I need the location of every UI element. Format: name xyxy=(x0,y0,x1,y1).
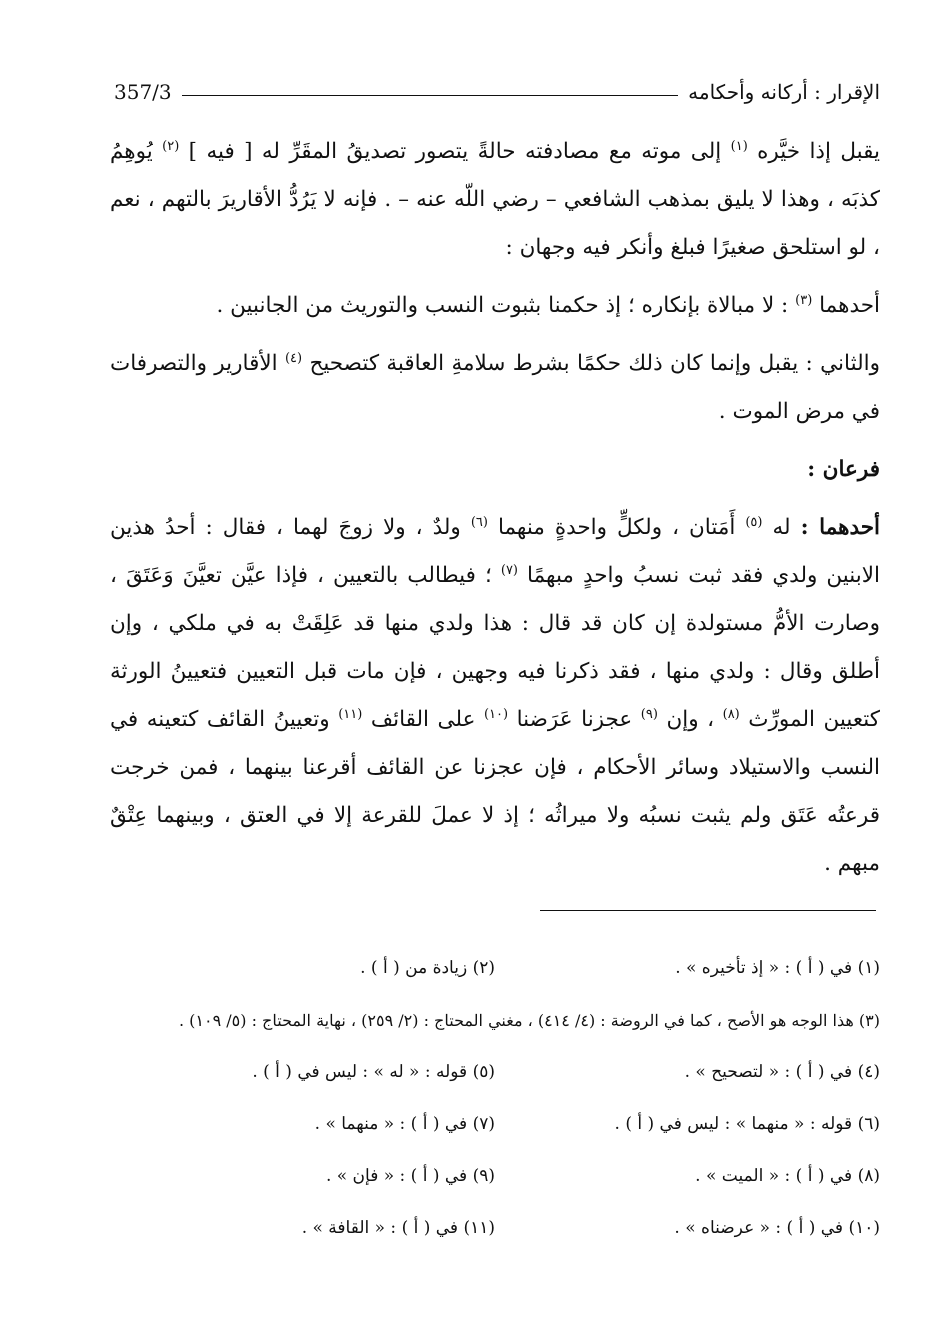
footnote-row xyxy=(110,1098,880,1150)
footnote-row xyxy=(110,1202,880,1254)
text-run: يقبل إذا خيَّره xyxy=(757,139,880,164)
page-number: 357/3 xyxy=(114,80,172,104)
footnote-3: (٣) هذا الوجه هو الأصح ، كما في الروضة : (٤/ ٤١٤) ، مغني المحتاج : (٢/ ٢٥٩) ، نهاية المحتاج : (٥/ ١٠٩) . xyxy=(178,1010,880,1030)
header-rule xyxy=(182,95,679,96)
text-run: عجزنا عَرَضنا xyxy=(516,707,633,732)
text-run: ؛ فيطالب بالتعيين ، فإذا عيَّن تعيَّنَ وَعَتَقَ ، وصارت الأمُّ مستولدة إن كان قد قال : هذا ولدي منها قد عَلِقَتْ به في ملكي ، وإن أطلق وقال : ولدي منها ، فقد ذكرنا فيه وجهين ، فإن مات قبل التعيين فتعيينُ الورثة كتعيين المورِّث xyxy=(110,563,880,732)
footnote-marker: (١١) xyxy=(338,706,363,722)
footnote-6: (٦) قوله : « منهما » : ليس في ( أ ) . xyxy=(614,1114,880,1134)
footnote-2: (٢) زيادة من ( أ ) . xyxy=(360,958,495,978)
footnote-marker: (٩) xyxy=(640,706,658,722)
page-header xyxy=(114,74,880,110)
text-run: ولدٌ ، ولا زوجَ لهما ، فقال : أحدُ هذين الابنين ولدي فقد ثبت نسبُ واحدٍ مبهمًا xyxy=(110,515,880,588)
footnote-row xyxy=(110,942,880,994)
footnote-7: (٧) في ( أ ) : « منهما » . xyxy=(314,1114,495,1134)
text-run: يُوهِمُ كذبَه ، وهذا لا يليق بمذهب الشافعي – رضي اللّه عنه – . فإنه لا يَرُدُّ الأقاريرَ بالتهم ، نعم ، لو استلحق صغيرًا فبلغ وأنكر فيه وجهان : xyxy=(110,139,880,260)
text-run: له xyxy=(772,515,791,540)
footnote-marker: (٢) xyxy=(162,138,180,154)
footnote-5: (٥) قوله : « له » : ليس في ( أ ) . xyxy=(252,1062,495,1082)
text-run: أَمَتان ، ولكلٍّ واحدةٍ منهما xyxy=(497,515,736,540)
footnote-1: (١) في ( أ ) : « إذ تأخيره » . xyxy=(675,958,880,978)
lead-word: أحدهما : xyxy=(800,515,881,540)
footnote-marker: (١) xyxy=(730,138,748,154)
text-run: والثاني : يقبل وإنما كان ذلك حكمًا بشرط سلامةِ العاقبة كتصحيح xyxy=(309,351,880,376)
text-run: ، وإن xyxy=(666,707,715,732)
footnote-row xyxy=(110,1046,880,1098)
text-run: : لا مبالاة بإنكاره ؛ إذ حكمنا بثبوت النسب والتوريث من الجانبين . xyxy=(216,293,789,318)
footnote-marker: (٧) xyxy=(500,562,518,578)
text-run: أحدهما xyxy=(819,293,880,318)
paragraph-3 xyxy=(110,340,880,436)
footnote-10: (١٠) في ( أ ) : « عرضناه » . xyxy=(674,1218,880,1238)
text-run: إلى موته مع مصادفته حالةً يتصور تصديقُ المقَرِّ له [ فيه ] xyxy=(188,139,722,164)
footnote-marker: (٨) xyxy=(722,706,740,722)
footnote-marker: (٤) xyxy=(284,350,303,366)
text-run: على القائف xyxy=(370,707,476,732)
text-run: وتعيينُ القائف كتعينه في النسب والاستيلاد وسائر الأحكام ، فإن عجزنا عن القائف أقرعنا بينهما ، فمن خرجت قرعتُه عَتَق ولم يثبت نسبُه ولا ميراثُه ؛ إذ لا عملَ للقرعة إلا في العتق ، وبينهما عِتْقٌ مبهم . xyxy=(110,707,880,876)
footnote-marker: (٣) xyxy=(795,292,813,308)
running-title: الإقرار : أركانه وأحكامه xyxy=(688,80,880,104)
footnote-11: (١١) في ( أ ) : « القافة » . xyxy=(301,1218,495,1238)
footnote-marker: (٦) xyxy=(470,514,488,530)
footnotes xyxy=(110,942,880,1254)
paragraph-4 xyxy=(110,504,880,888)
main-text xyxy=(110,128,880,888)
footnote-4: (٤) في ( أ ) : « لتصحيح » . xyxy=(684,1062,880,1082)
paragraph-1 xyxy=(110,128,880,272)
footnote-8: (٨) في ( أ ) : « الميت » . xyxy=(695,1166,880,1186)
footnote-marker: (٥) xyxy=(745,514,763,530)
section-heading: فرعان : xyxy=(807,457,880,482)
paragraph-2 xyxy=(110,282,880,330)
text-run: الأقارير والتصرفات في مرض الموت . xyxy=(110,351,880,424)
footnote-9: (٩) في ( أ ) : « فإن » . xyxy=(325,1166,495,1186)
footnote-separator xyxy=(540,910,876,911)
footnote-row xyxy=(110,1150,880,1202)
footnote-marker: (١٠) xyxy=(483,706,509,722)
